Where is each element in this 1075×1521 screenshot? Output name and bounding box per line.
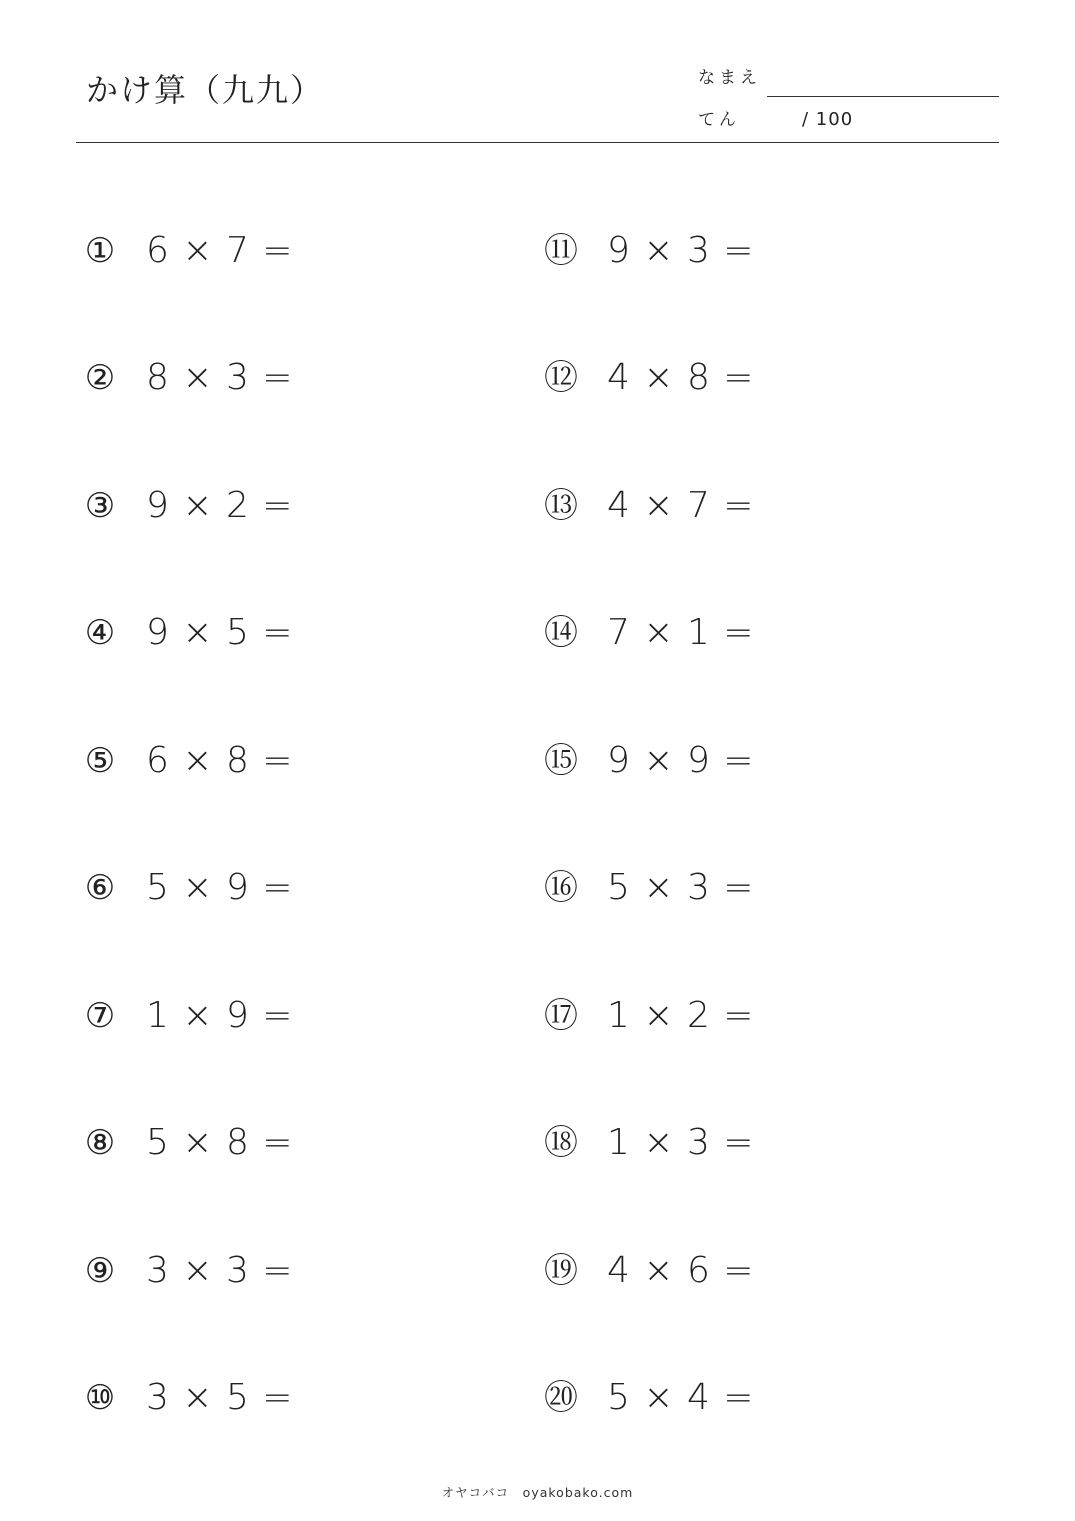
problem-number: ⑦ [84, 995, 116, 1036]
problem-expression: 9 × 2 = [146, 484, 294, 526]
problem-item [80, 1207, 480, 1335]
problem-expression: 4 × 6 = [607, 1249, 755, 1291]
problem-expression: 5 × 8 = [146, 1122, 294, 1164]
problem-expression: 1 × 9 = [146, 994, 294, 1036]
problem-item [80, 187, 480, 315]
problem-number: ⑰ [544, 995, 578, 1036]
problem-expression: 3 × 5 = [146, 1377, 294, 1419]
problem-item [80, 315, 480, 443]
problem-number: ⑩ [84, 1378, 116, 1419]
problem-number: ⑳ [544, 1378, 578, 1419]
problem-number: ⑪ [544, 230, 578, 271]
score-label: てん [698, 110, 740, 130]
problem-expression: 9 × 3 = [607, 229, 755, 271]
problem-item [80, 442, 480, 570]
problem-item [541, 1335, 941, 1463]
problem-expression: 6 × 7 = [146, 229, 294, 271]
problem-item [80, 570, 480, 698]
score-total: / 100 [802, 109, 854, 130]
problem-number: ⑮ [544, 740, 578, 781]
problem-item [541, 442, 941, 570]
problem-expression: 1 × 2 = [607, 994, 755, 1036]
problem-number: ⑭ [544, 613, 578, 654]
problem-item [541, 187, 941, 315]
problem-item [80, 697, 480, 825]
problem-expression: 5 × 9 = [146, 867, 294, 909]
problem-number: ⑤ [84, 740, 116, 781]
problem-expression: 9 × 5 = [146, 612, 294, 654]
problem-expression: 6 × 8 = [146, 739, 294, 781]
problem-expression: 9 × 9 = [607, 739, 755, 781]
problem-number: ⑱ [544, 1123, 578, 1164]
problem-column-right [541, 187, 941, 1462]
problem-item [541, 1080, 941, 1208]
problem-expression: 1 × 3 = [607, 1122, 755, 1164]
name-write-line[interactable] [767, 96, 999, 97]
problem-item [541, 1207, 941, 1335]
problem-item [80, 825, 480, 953]
problem-item [80, 1080, 480, 1208]
problem-number: ⑬ [544, 485, 578, 526]
problem-number: ⑨ [84, 1250, 116, 1291]
problem-column-left [80, 187, 480, 1462]
problem-number: ③ [84, 485, 116, 526]
problem-expression: 5 × 4 = [607, 1377, 755, 1419]
page-title: かけ算（九九） [86, 71, 325, 109]
problem-expression: 5 × 3 = [607, 867, 755, 909]
problem-item [541, 315, 941, 443]
problem-item [80, 1335, 480, 1463]
problem-number: ⑧ [84, 1123, 116, 1164]
header-divider [76, 142, 999, 143]
footer-credit: オヤコバコ oyakobako.com [441, 1485, 634, 1500]
problem-item [80, 952, 480, 1080]
problem-number: ⑫ [544, 358, 578, 399]
problem-expression: 4 × 7 = [607, 484, 755, 526]
problem-number: ② [84, 358, 116, 399]
problem-expression: 3 × 3 = [146, 1249, 294, 1291]
problem-number: ④ [84, 613, 116, 654]
problem-expression: 8 × 3 = [146, 357, 294, 399]
problem-number: ⑲ [544, 1250, 578, 1291]
problem-item [541, 825, 941, 953]
problem-number: ① [84, 230, 116, 271]
problem-expression: 7 × 1 = [607, 612, 755, 654]
problem-item [541, 570, 941, 698]
name-label: なまえ [698, 68, 761, 88]
problem-number: ⑯ [544, 868, 578, 909]
problem-expression: 4 × 8 = [607, 357, 755, 399]
problem-item [541, 697, 941, 825]
problem-number: ⑥ [84, 868, 116, 909]
problem-item [541, 952, 941, 1080]
